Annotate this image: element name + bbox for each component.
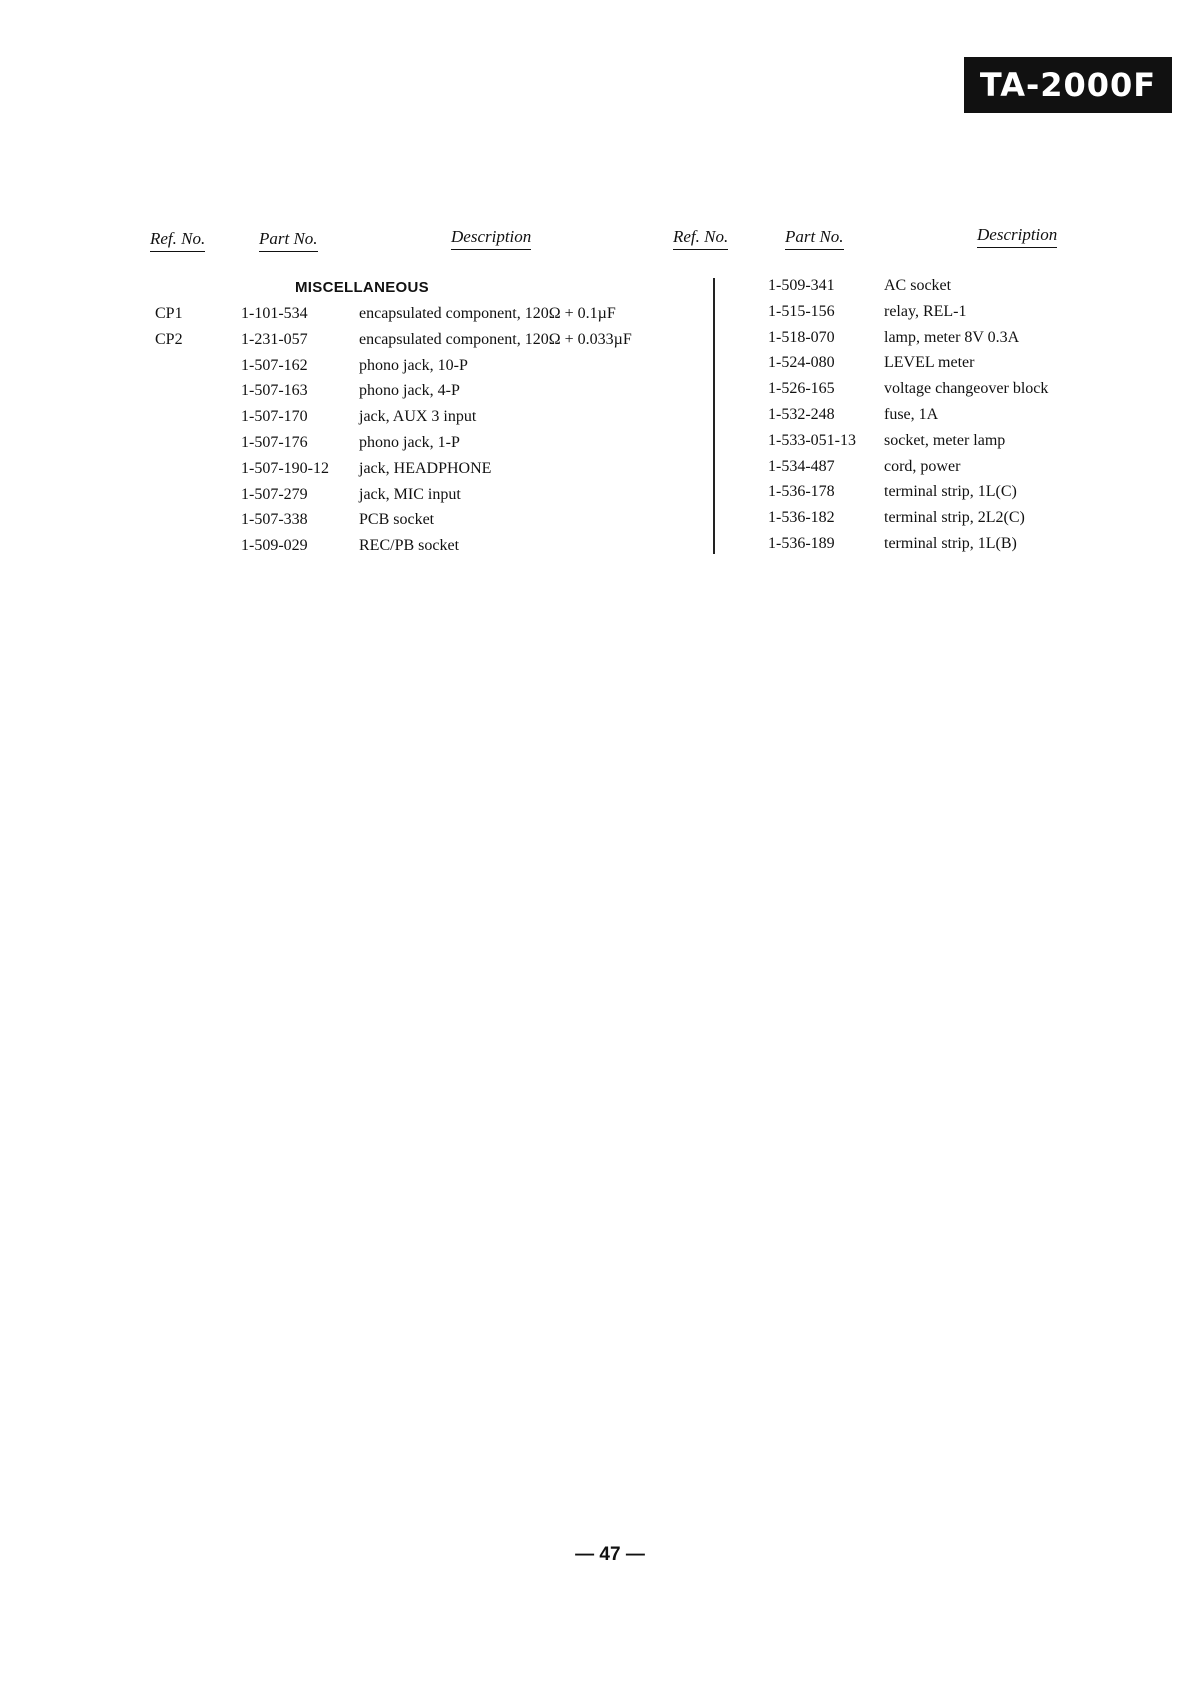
description: cord, power bbox=[884, 457, 961, 475]
description: LEVEL meter bbox=[884, 354, 975, 372]
section-title: MISCELLANEOUS bbox=[295, 279, 429, 296]
part-no: 1-536-182 bbox=[768, 509, 835, 527]
ref-no: CP2 bbox=[155, 330, 183, 348]
parts-row bbox=[0, 508, 1191, 534]
part-no: 1-536-178 bbox=[768, 483, 835, 501]
part-no: 1-507-162 bbox=[241, 356, 308, 374]
part-no: 1-532-248 bbox=[768, 405, 835, 423]
part-no: 1-507-279 bbox=[241, 485, 308, 503]
part-no: 1-507-170 bbox=[241, 408, 308, 426]
parts-row bbox=[0, 482, 1191, 508]
parts-row bbox=[0, 302, 1191, 328]
description: phono jack, 1-P bbox=[359, 433, 460, 451]
description: jack, MIC input bbox=[359, 485, 461, 503]
parts-row bbox=[0, 431, 1191, 457]
description: lamp, meter 8V 0.3A bbox=[884, 328, 1020, 346]
part-no: 1-509-029 bbox=[241, 537, 308, 555]
part-no: 1-533-051-13 bbox=[768, 431, 856, 449]
header-ref-no-left: Ref. No. bbox=[150, 229, 205, 252]
part-no: 1-101-534 bbox=[241, 305, 308, 322]
description: jack, HEADPHONE bbox=[359, 459, 492, 477]
description: terminal strip, 1L(B) bbox=[884, 534, 1017, 552]
parts-row bbox=[0, 276, 1191, 302]
parts-row bbox=[0, 405, 1191, 431]
description: encapsulated component, 120Ω + 0.033µF bbox=[359, 330, 632, 348]
part-no: 1-526-165 bbox=[768, 380, 835, 398]
part-no: 1-509-341 bbox=[768, 277, 835, 294]
part-no: 1-507-163 bbox=[241, 382, 308, 400]
description: voltage changeover block bbox=[884, 380, 1049, 398]
page-number: — 47 — bbox=[575, 1544, 645, 1565]
part-no: 1-507-190-12 bbox=[241, 459, 329, 477]
description: fuse, 1A bbox=[884, 405, 939, 423]
part-no: 1-515-156 bbox=[768, 302, 835, 320]
description: phono jack, 10-P bbox=[359, 356, 468, 374]
parts-row bbox=[0, 353, 1191, 379]
description: jack, AUX 3 input bbox=[359, 408, 477, 426]
model-badge: TA-2000F bbox=[964, 57, 1172, 113]
description: PCB socket bbox=[359, 511, 435, 529]
header-part-no-left: Part No. bbox=[259, 229, 318, 252]
part-no: 1-231-057 bbox=[241, 330, 308, 348]
part-no: 1-507-338 bbox=[241, 511, 308, 529]
parts-row bbox=[0, 328, 1191, 354]
parts-row bbox=[0, 534, 1191, 560]
header-description-left: Description bbox=[451, 227, 531, 250]
description: terminal strip, 2L2(C) bbox=[884, 509, 1025, 527]
part-no: 1-534-487 bbox=[768, 457, 835, 475]
header-description-right: Description bbox=[977, 225, 1057, 248]
part-no: 1-524-080 bbox=[768, 354, 835, 372]
description: encapsulated component, 120Ω + 0.1µF bbox=[359, 305, 616, 322]
description: socket, meter lamp bbox=[884, 431, 1006, 449]
parts-row bbox=[0, 379, 1191, 405]
description: phono jack, 4-P bbox=[359, 382, 460, 400]
parts-list-right bbox=[0, 276, 1191, 560]
description: terminal strip, 1L(C) bbox=[884, 483, 1017, 501]
part-no: 1-518-070 bbox=[768, 328, 835, 346]
description: relay, REL-1 bbox=[884, 302, 967, 320]
parts-row bbox=[0, 457, 1191, 483]
header-ref-no-right: Ref. No. bbox=[673, 227, 728, 250]
part-no: 1-507-176 bbox=[241, 433, 308, 451]
ref-no: CP1 bbox=[155, 305, 183, 322]
part-no: 1-536-189 bbox=[768, 534, 835, 552]
description: REC/PB socket bbox=[359, 537, 460, 555]
description: AC socket bbox=[884, 277, 952, 294]
header-part-no-right: Part No. bbox=[785, 227, 844, 250]
